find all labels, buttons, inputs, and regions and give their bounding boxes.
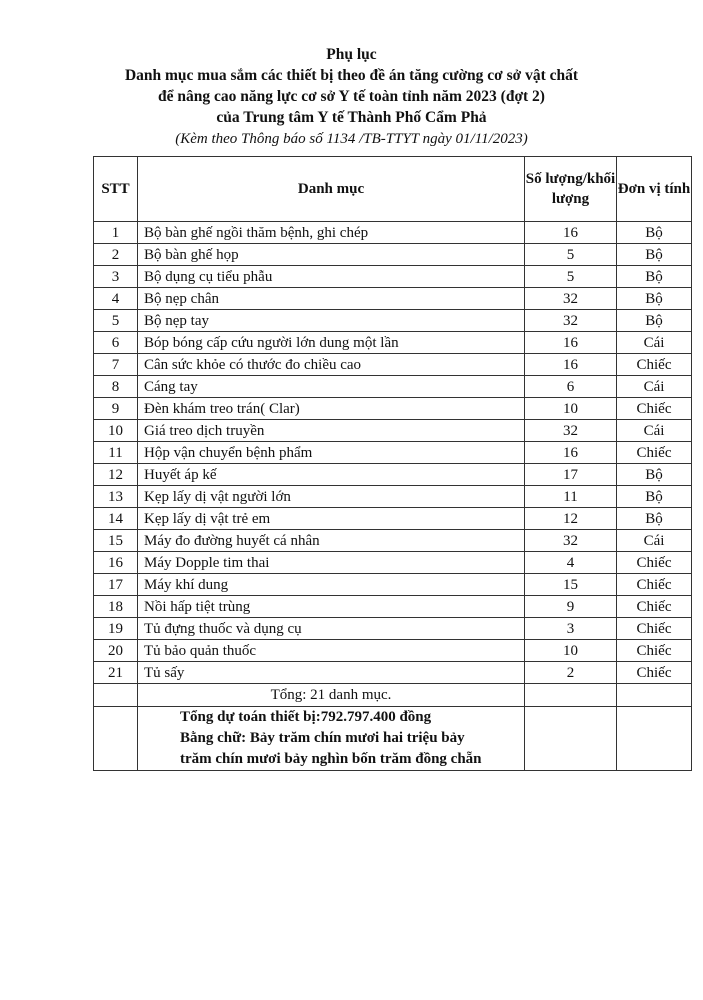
row-unit: Bộ [617, 310, 692, 332]
document-title-line-3: của Trung tâm Y tế Thành Phố Cẩm Phả [216, 109, 487, 126]
row-unit: Chiếc [617, 640, 692, 662]
total-row [94, 684, 692, 707]
table-row [94, 354, 692, 376]
row-name: Tủ bảo quản thuốc [138, 640, 525, 662]
table-row [94, 288, 692, 310]
table-row [94, 486, 692, 508]
row-stt: 2 [94, 244, 138, 266]
row-unit: Cái [617, 530, 692, 552]
row-stt: 3 [94, 266, 138, 288]
row-name: Máy đo đường huyết cá nhân [138, 530, 525, 552]
row-stt: 21 [94, 662, 138, 684]
table-row [94, 398, 692, 420]
row-unit: Bộ [617, 222, 692, 244]
row-unit: Chiếc [617, 398, 692, 420]
row-stt: 7 [94, 354, 138, 376]
row-stt: 5 [94, 310, 138, 332]
appendix-title: Phụ lục [326, 46, 377, 63]
row-unit: Chiếc [617, 574, 692, 596]
row-quantity: 17 [525, 464, 617, 486]
row-name: Bộ nẹp tay [138, 310, 525, 332]
table-row [94, 442, 692, 464]
table-row [94, 420, 692, 442]
summary-cell [138, 707, 525, 771]
row-unit: Bộ [617, 508, 692, 530]
row-name: Huyết áp kế [138, 464, 525, 486]
summary-in-words-2: trăm chín mươi bảy nghìn bốn trăm đồng chẵn [180, 751, 482, 767]
row-name: Bộ dụng cụ tiểu phẫu [138, 266, 525, 288]
row-quantity: 16 [525, 442, 617, 464]
column-header-unit: Đơn vị tính [617, 157, 692, 222]
row-name: Hộp vận chuyển bệnh phẩm [138, 442, 525, 464]
row-quantity: 16 [525, 354, 617, 376]
total-label: Tổng: 21 danh mục. [138, 684, 525, 707]
table-row [94, 222, 692, 244]
row-name: Bộ nẹp chân [138, 288, 525, 310]
table-row [94, 332, 692, 354]
document-title-line-2: để nâng cao năng lực cơ sở Y tế toàn tỉnh năm 2023 (đợt 2) [158, 88, 545, 105]
row-stt: 9 [94, 398, 138, 420]
table-row [94, 376, 692, 398]
row-stt: 8 [94, 376, 138, 398]
row-name: Nồi hấp tiệt trùng [138, 596, 525, 618]
row-quantity: 16 [525, 332, 617, 354]
row-name: Đèn khám treo trán( Clar) [138, 398, 525, 420]
table-row [94, 640, 692, 662]
summary-total-estimate: Tổng dự toán thiết bị:792.797.400 đồng [180, 709, 432, 725]
row-stt: 12 [94, 464, 138, 486]
row-name: Kẹp lấy dị vật trẻ em [138, 508, 525, 530]
row-unit: Chiếc [617, 442, 692, 464]
row-name: Cáng tay [138, 376, 525, 398]
row-quantity: 32 [525, 420, 617, 442]
table-row [94, 310, 692, 332]
row-quantity: 2 [525, 662, 617, 684]
row-quantity: 32 [525, 310, 617, 332]
table-row [94, 530, 692, 552]
document-header [0, 44, 703, 150]
table-row [94, 266, 692, 288]
row-unit: Bộ [617, 486, 692, 508]
row-stt: 15 [94, 530, 138, 552]
row-name: Cân sức khỏe có thước đo chiều cao [138, 354, 525, 376]
row-stt: 16 [94, 552, 138, 574]
document-reference: (Kèm theo Thông báo số 1134 /TB-TTYT ngày 01/11/2023) [175, 131, 528, 147]
table-row [94, 244, 692, 266]
row-stt: 4 [94, 288, 138, 310]
row-quantity: 10 [525, 398, 617, 420]
document-title-line-1: Danh mục mua sắm các thiết bị theo đề án tăng cường cơ sở vật chất [124, 67, 579, 84]
row-quantity: 9 [525, 596, 617, 618]
table-row [94, 596, 692, 618]
row-name: Tủ sấy [138, 662, 525, 684]
row-stt: 19 [94, 618, 138, 640]
row-quantity: 12 [525, 508, 617, 530]
column-header-name: Danh mục [138, 157, 525, 222]
row-name: Tủ đựng thuốc và dụng cụ [138, 618, 525, 640]
row-stt: 17 [94, 574, 138, 596]
row-quantity: 11 [525, 486, 617, 508]
table-row [94, 618, 692, 640]
row-unit: Chiếc [617, 354, 692, 376]
row-unit: Chiếc [617, 552, 692, 574]
row-name: Bóp bóng cấp cứu người lớn dung một lần [138, 332, 525, 354]
row-stt: 1 [94, 222, 138, 244]
row-quantity: 10 [525, 640, 617, 662]
equipment-table [93, 156, 692, 771]
row-stt: 14 [94, 508, 138, 530]
row-name: Máy khí dung [138, 574, 525, 596]
table-header-row [94, 157, 692, 222]
row-name: Máy Dopple tim thai [138, 552, 525, 574]
row-quantity: 32 [525, 530, 617, 552]
table-row [94, 574, 692, 596]
summary-row [94, 707, 692, 771]
column-header-quantity: Số lượng/khối lượng [525, 157, 617, 222]
row-name: Bộ bàn ghế họp [138, 244, 525, 266]
row-quantity: 3 [525, 618, 617, 640]
row-unit: Cái [617, 332, 692, 354]
row-name: Bộ bàn ghế ngồi thăm bệnh, ghi chép [138, 222, 525, 244]
row-unit: Cái [617, 420, 692, 442]
row-quantity: 15 [525, 574, 617, 596]
row-stt: 10 [94, 420, 138, 442]
table-row [94, 552, 692, 574]
table-row [94, 662, 692, 684]
row-name: Giá treo dịch truyền [138, 420, 525, 442]
row-stt: 18 [94, 596, 138, 618]
summary-in-words-1: Bằng chữ: Bảy trăm chín mươi hai triệu bảy [180, 730, 465, 746]
row-unit: Chiếc [617, 596, 692, 618]
row-quantity: 16 [525, 222, 617, 244]
row-unit: Cái [617, 376, 692, 398]
row-unit: Bộ [617, 266, 692, 288]
row-stt: 13 [94, 486, 138, 508]
row-unit: Bộ [617, 464, 692, 486]
row-quantity: 32 [525, 288, 617, 310]
row-name: Kẹp lấy dị vật người lớn [138, 486, 525, 508]
table-row [94, 508, 692, 530]
column-header-stt: STT [94, 157, 138, 222]
row-quantity: 4 [525, 552, 617, 574]
row-unit: Bộ [617, 288, 692, 310]
table-row [94, 464, 692, 486]
row-unit: Chiếc [617, 662, 692, 684]
row-stt: 20 [94, 640, 138, 662]
row-quantity: 6 [525, 376, 617, 398]
row-unit: Chiếc [617, 618, 692, 640]
row-stt: 6 [94, 332, 138, 354]
row-quantity: 5 [525, 244, 617, 266]
row-unit: Bộ [617, 244, 692, 266]
row-stt: 11 [94, 442, 138, 464]
row-quantity: 5 [525, 266, 617, 288]
